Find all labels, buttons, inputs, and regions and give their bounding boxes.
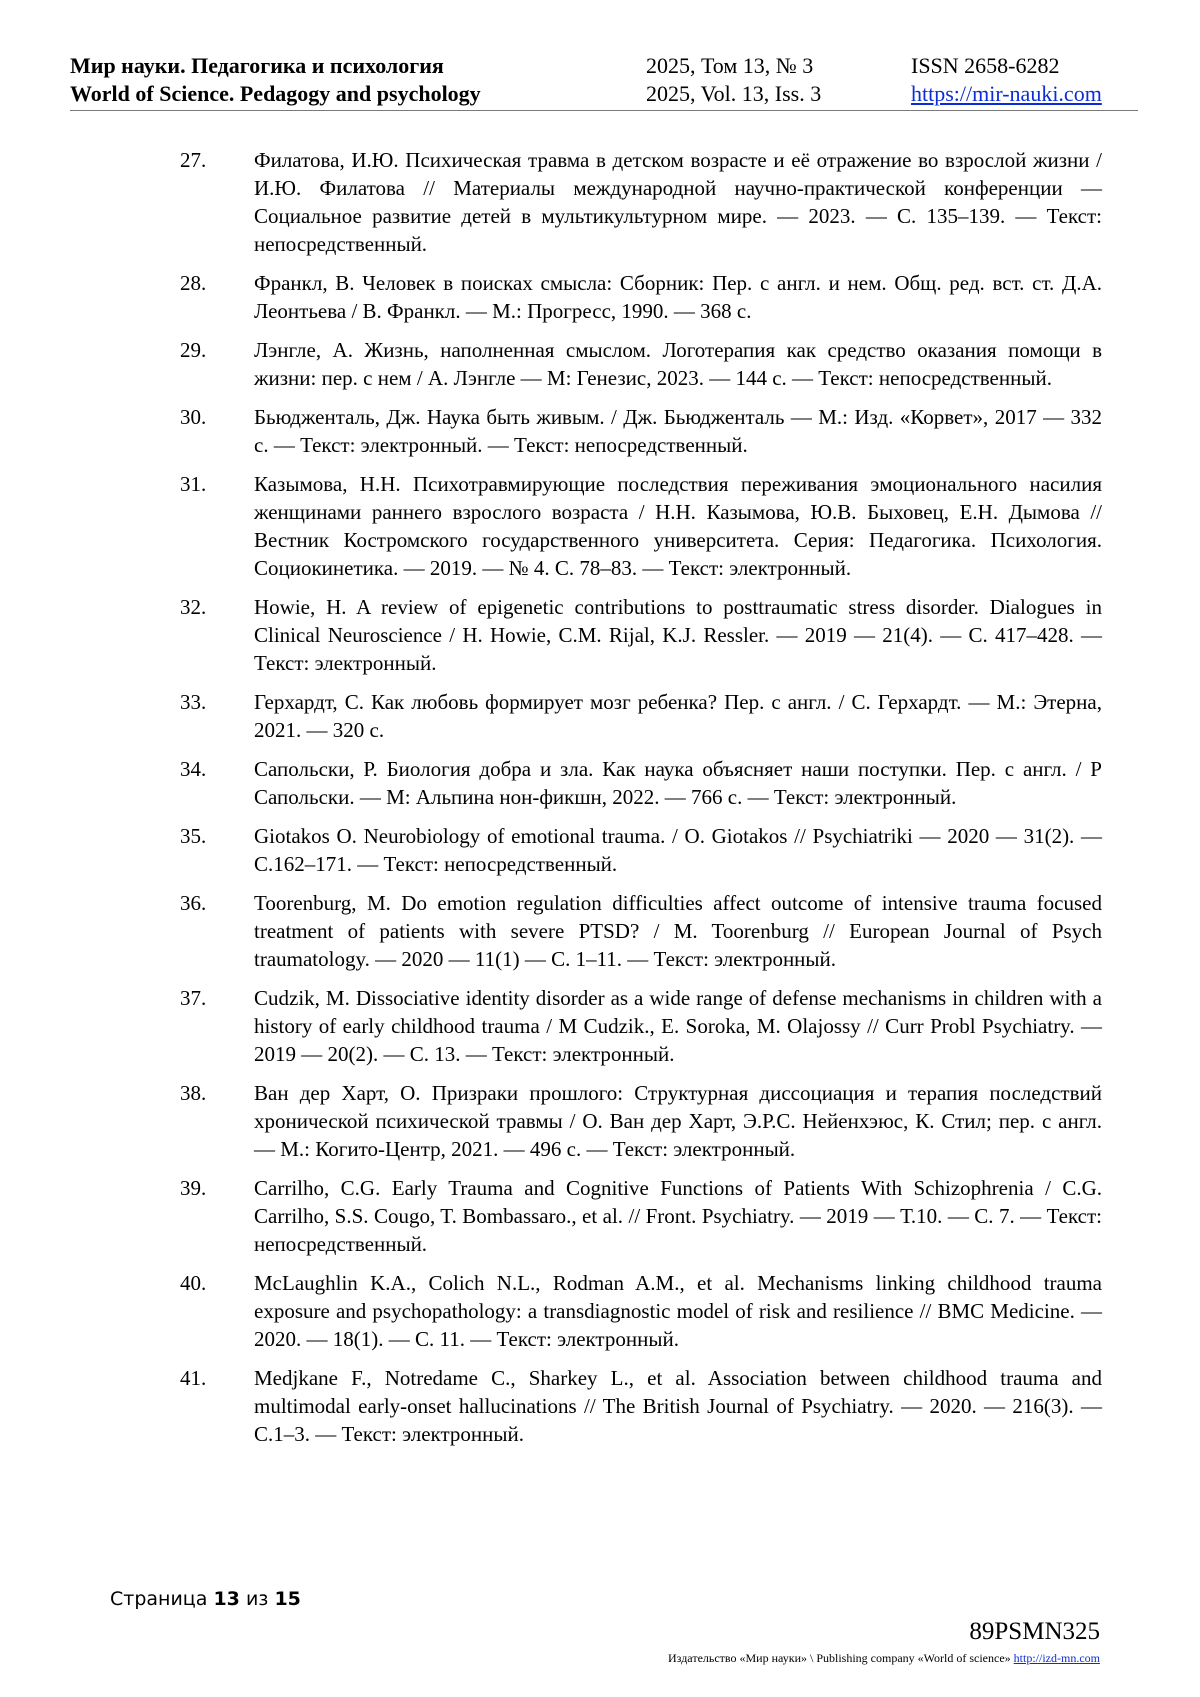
reference-item — [180, 889, 1102, 973]
reference-number: 29. — [180, 338, 207, 362]
reference-item — [180, 470, 1102, 582]
reference-item — [180, 1079, 1102, 1163]
reference-text: Бьюдженталь, Дж. Наука быть живым. / Дж. Бьюдженталь — М.: Изд. «Корвет», 2017 — 332 с. — Текст: электронный. — Текст: непосредственный. — [254, 405, 1102, 457]
reference-number: 33. — [180, 690, 207, 714]
reference-text: Toorenburg, M. Do emotion regulation difficulties affect outcome of intensive trauma focused treatment of patients with severe PTSD? / M. Toorenburg // European Journal of Psych traumatology. — 2020 — 11(1) — С. 1–11. — Текст: электронный. — [254, 891, 1102, 971]
journal-site-link[interactable]: https://mir-nauki.com — [911, 81, 1102, 106]
reference-number: 37. — [180, 986, 207, 1010]
reference-text: Cudzik, M. Dissociative identity disorder as a wide range of defense mechanisms in children with a history of early childhood trauma / M Cudzik., E. Soroka, M. Olajossy // Curr Probl Psychiatry. — 2019 — 20(2). — С. 13. — Текст: электронный. — [254, 986, 1102, 1066]
reference-text: Medjkane F., Notredame C., Sharkey L., et al. Association between childhood trauma and multimodal early-onset hallucinations // The British Journal of Psychiatry. — 2020. — 216(3). — С.1–3. — Текст: электронный. — [254, 1366, 1102, 1446]
reference-list — [180, 146, 1102, 1459]
page-separator: из — [245, 1588, 269, 1610]
reference-text: Франкл, В. Человек в поисках смысла: Сборник: Пер. с англ. и нем. Общ. ред. вст. ст. Д.А. Леонтьева / В. Франкл. — М.: Прогресс, 1990. — 368 с. — [254, 271, 1102, 323]
reference-item — [180, 1269, 1102, 1353]
reference-item — [180, 1174, 1102, 1258]
reference-text: Giotakos O. Neurobiology of emotional trauma. / O. Giotakos // Psychiatriki — 2020 — 31(2). — С.162–171. — Текст: непосредственный. — [254, 824, 1102, 876]
journal-title-en: World of Science. Pedagogy and psychology — [70, 81, 481, 106]
reference-number: 40. — [180, 1271, 207, 1295]
reference-item — [180, 755, 1102, 811]
reference-text: Сапольски, Р. Биология добра и зла. Как наука объясняет наши поступки. Пер. с англ. / Р Сапольски. — М: Альпина нон-фикшн, 2022. — 766 с. — Текст: электронный. — [254, 757, 1102, 809]
journal-title-ru: Мир науки. Педагогика и психология — [70, 53, 444, 78]
reference-item — [180, 403, 1102, 459]
reference-text: Ван дер Харт, О. Призраки прошлого: Структурная диссоциация и терапия последствий хронической психической травмы / О. Ван дер Харт, Э.Р.С. Нейенхэюс, К. Стил; пер. с англ. — М.: Когито-Центр, 2021. — 496 с. — Текст: электронный. — [254, 1081, 1102, 1161]
reference-text: Казымова, Н.Н. Психотравмирующие последствия переживания эмоционального насилия женщинами раннего взрослого возраста / Н.Н. Казымова, Ю.В. Быховец, Е.Н. Дымова // Вестник Костромского государственного университета. Серия: Педагогика. Психология. Социокинетика. — 2019. — № 4. С. 78–83. — Текст: электронный. — [254, 472, 1102, 580]
reference-item — [180, 269, 1102, 325]
reference-number: 27. — [180, 148, 207, 172]
issue-info-ru: 2025, Том 13, № 3 — [646, 53, 814, 78]
page-indicator — [110, 1588, 301, 1610]
reference-item — [180, 146, 1102, 258]
reference-item — [180, 688, 1102, 744]
issue-info-en: 2025, Vol. 13, Iss. 3 — [646, 81, 822, 106]
reference-number: 28. — [180, 271, 207, 295]
reference-number: 41. — [180, 1366, 207, 1390]
reference-text: Carrilho, C.G. Early Trauma and Cognitive Functions of Patients With Schizophrenia / C.G. Carrilho, S.S. Cougo, T. Bombassaro., et al. // Front. Psychiatry. — 2019 — Т.10. — С. 7. — Текст: непосредственный. — [254, 1176, 1102, 1256]
header-divider — [70, 110, 1138, 111]
reference-text: McLaughlin K.A., Colich N.L., Rodman A.M., et al. Mechanisms linking childhood trauma exposure and psychopathology: a transdiagnostic model of risk and resilience // BMC Medicine. — 2020. — 18(1). — С. 11. — Текст: электронный. — [254, 1271, 1102, 1351]
issn-block — [911, 52, 1102, 110]
article-code: 89PSMN325 — [969, 1618, 1100, 1645]
reference-number: 39. — [180, 1176, 207, 1200]
page-total: 15 — [274, 1588, 301, 1610]
issue-info — [646, 52, 821, 110]
reference-number: 30. — [180, 405, 207, 429]
reference-number: 35. — [180, 824, 207, 848]
page-prefix: Страница — [110, 1588, 208, 1610]
reference-text: Howie, H. A review of epigenetic contributions to posttraumatic stress disorder. Dialogues in Clinical Neuroscience / H. Howie, C.M. Rijal, K.J. Ressler. — 2019 — 21(4). — С. 417–428. — Текст: электронный. — [254, 595, 1102, 675]
reference-item — [180, 336, 1102, 392]
issn-number: ISSN 2658-6282 — [911, 53, 1060, 78]
journal-title — [70, 52, 481, 110]
reference-number: 34. — [180, 757, 207, 781]
reference-text: Герхардт, С. Как любовь формирует мозг ребенка? Пер. с англ. / С. Герхардт. — М.: Этерна, 2021. — 320 с. — [254, 690, 1102, 742]
reference-number: 31. — [180, 472, 207, 496]
reference-text: Лэнгле, А. Жизнь, наполненная смыслом. Логотерапия как средство оказания помощи в жизни: пер. с нем / А. Лэнгле — М: Генезис, 2023. — 144 с. — Текст: непосредственный. — [254, 338, 1102, 390]
page-current: 13 — [213, 1588, 240, 1610]
reference-item — [180, 1364, 1102, 1448]
publisher-line — [668, 1651, 1100, 1666]
reference-item — [180, 593, 1102, 677]
publisher-link[interactable]: http://izd-mn.com — [1013, 1651, 1100, 1665]
reference-text: Филатова, И.Ю. Психическая травма в детском возрасте и её отражение во взрослой жизни / И.Ю. Филатова // Материалы международной научно-практической конференции — Социальное развитие детей в мультикультурном мире. — 2023. — С. 135–139. — Текст: непосредственный. — [254, 148, 1102, 256]
reference-number: 32. — [180, 595, 207, 619]
publisher-text: Издательство «Мир науки» \ Publishing company «World of science» — [668, 1651, 1011, 1665]
reference-item — [180, 984, 1102, 1068]
reference-item — [180, 822, 1102, 878]
reference-number: 38. — [180, 1081, 207, 1105]
reference-number: 36. — [180, 891, 207, 915]
